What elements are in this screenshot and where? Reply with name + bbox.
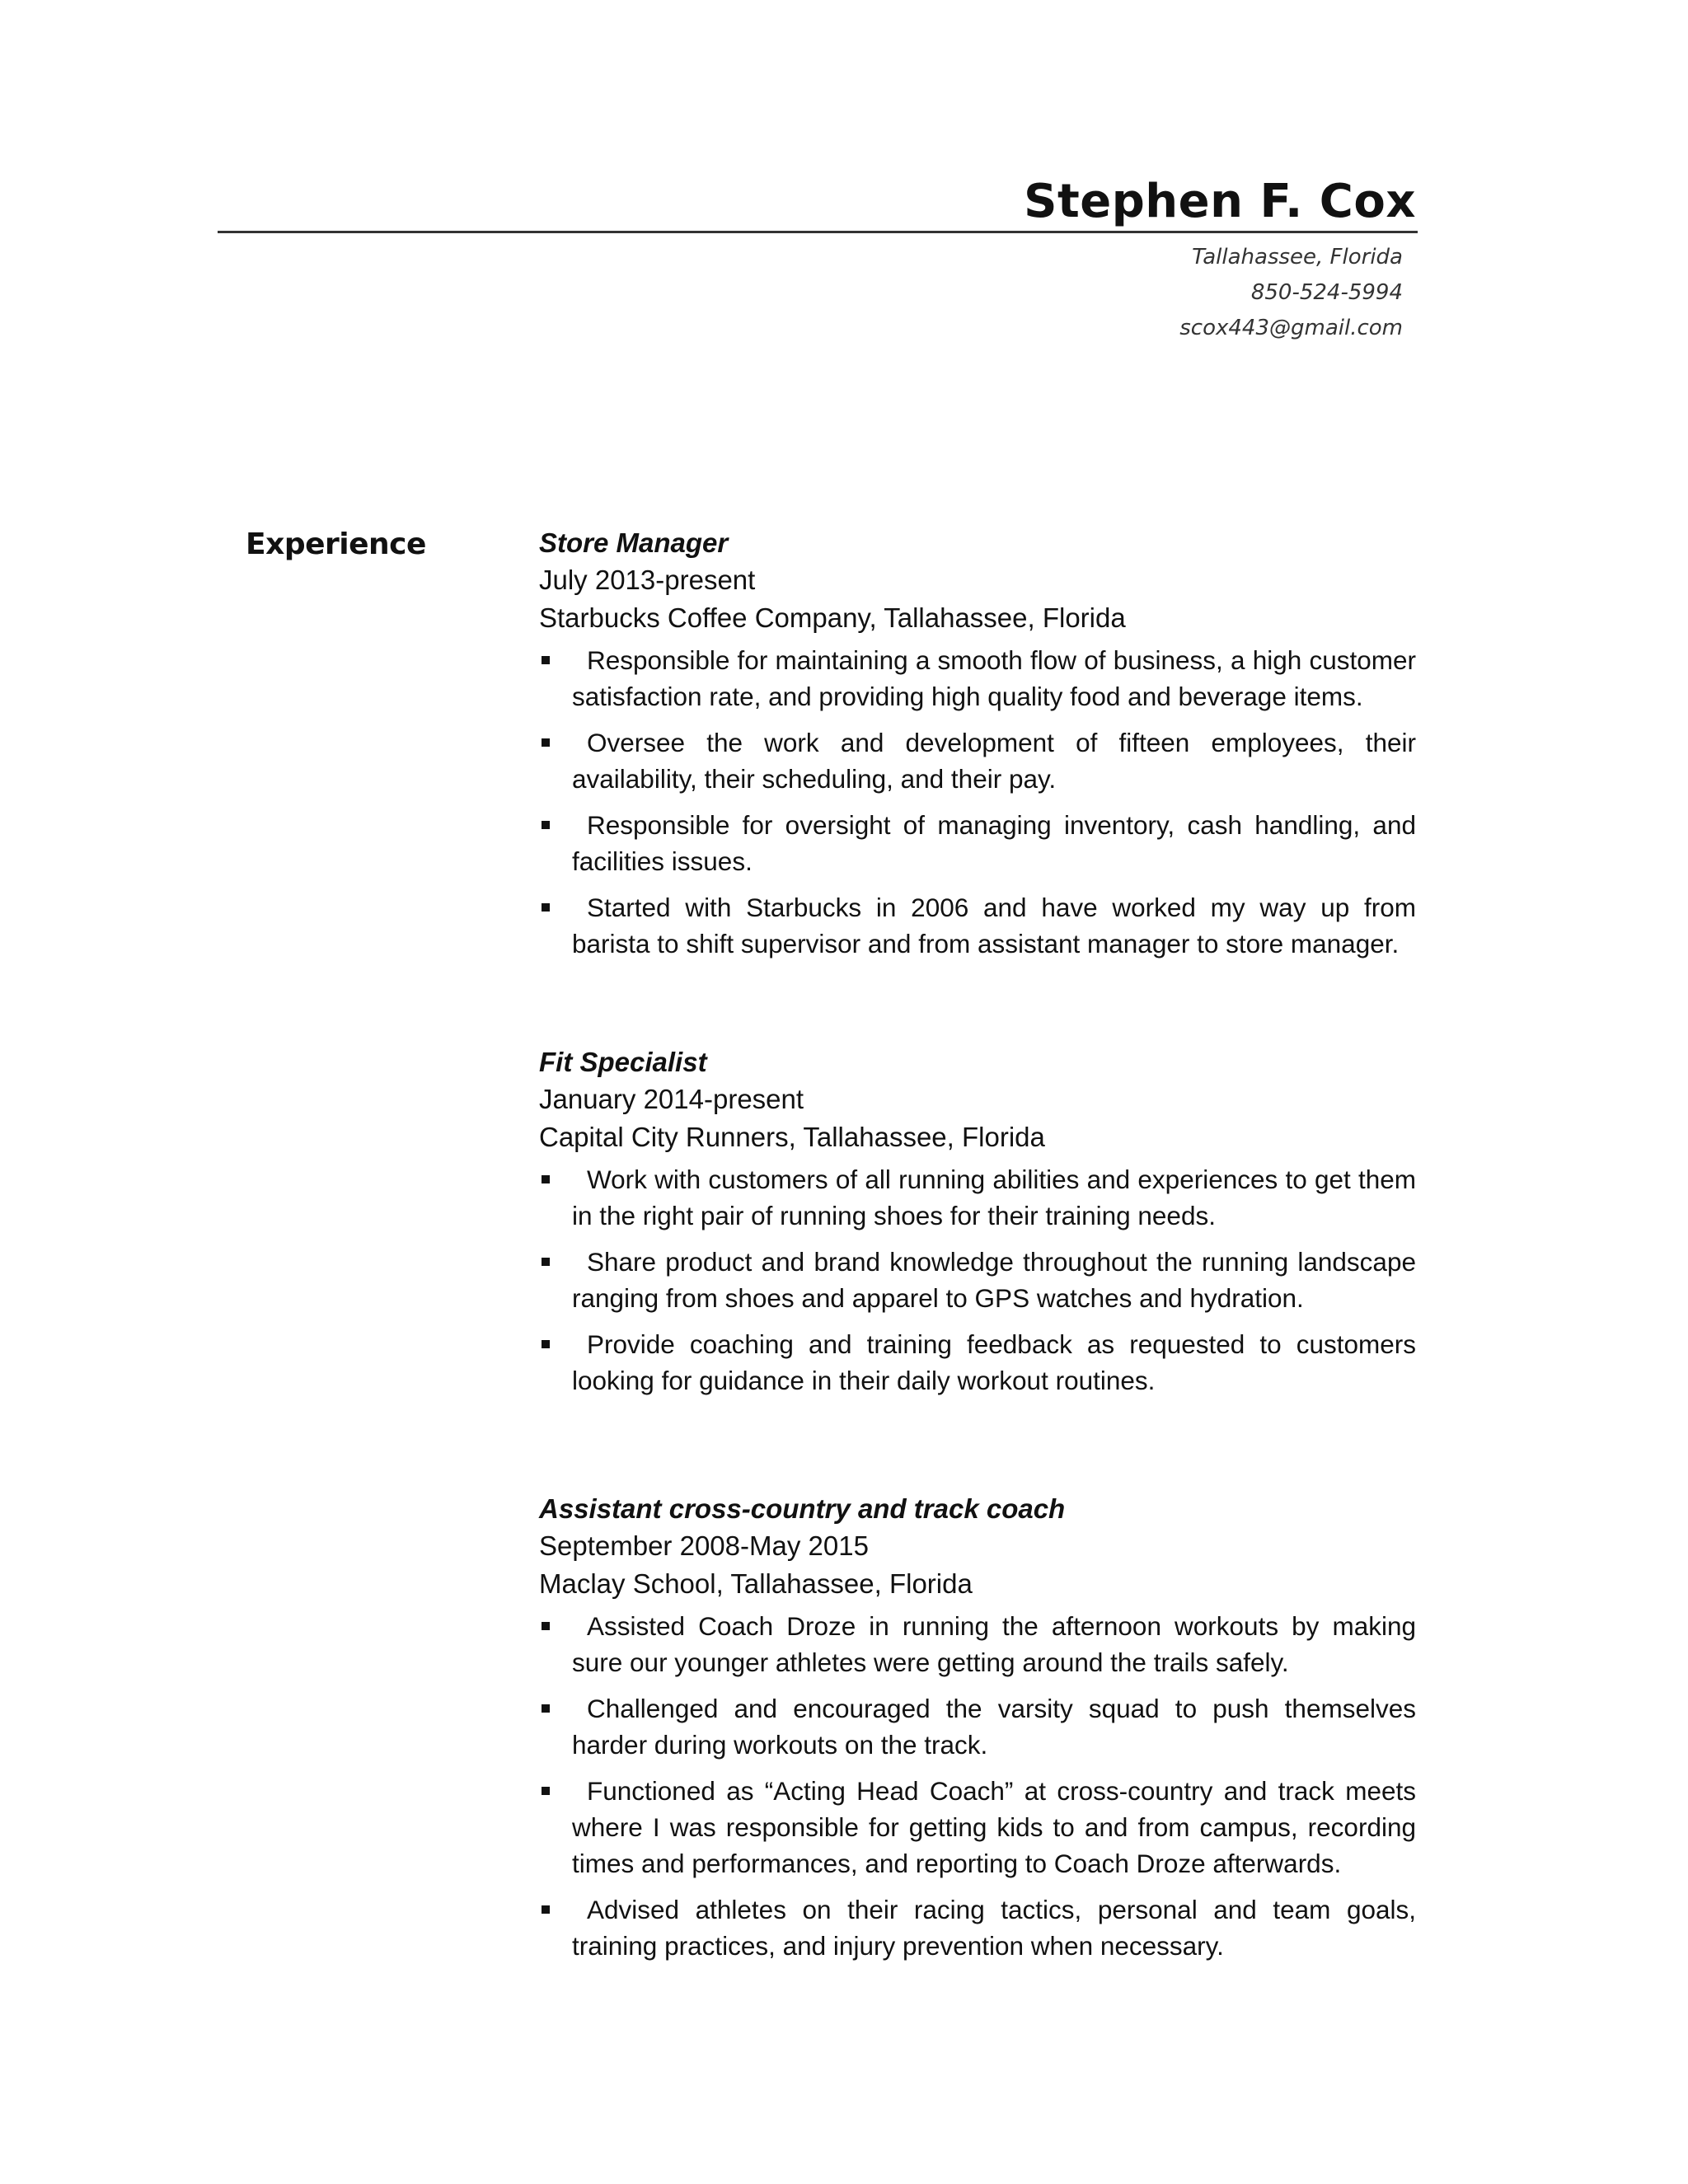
bullet-square-icon [542, 1258, 550, 1266]
job-bullets [539, 1608, 1416, 1964]
job-dates: September 2008-May 2015 [539, 1530, 869, 1561]
bullet-text: Work with customers of all running abilities and experiences to get them in the right pair of running shoes for their training needs. [572, 1165, 1416, 1230]
contact-phone: 850-524-5994 [1250, 280, 1403, 305]
bullet-text: Provide coaching and training feedback as requested to customers looking for guidance in their daily workout routines. [572, 1329, 1416, 1395]
bullet-square-icon [542, 738, 550, 747]
job-entry [539, 1490, 1416, 1974]
job-bullet [539, 1326, 1416, 1399]
bullet-square-icon [542, 1340, 550, 1348]
bullet-square-icon [542, 821, 550, 829]
job-title: Fit Specialist [539, 1047, 707, 1077]
contact-block [1179, 240, 1403, 346]
job-bullets [539, 1161, 1416, 1399]
job-bullet [539, 807, 1416, 879]
bullet-text: Assisted Coach Droze in running the afternoon workouts by making sure our younger athletes were getting around the trails safely. [572, 1611, 1416, 1677]
job-entry [539, 1043, 1416, 1408]
bullet-square-icon [542, 1622, 550, 1630]
bullet-square-icon [542, 1704, 550, 1713]
job-bullet [539, 1244, 1416, 1316]
bullet-text: Share product and brand knowledge throughout the running landscape ranging from shoes and apparel to GPS watches and hydration. [572, 1247, 1416, 1313]
bullet-text: Responsible for oversight of managing inventory, cash handling, and facilities issues. [572, 810, 1416, 876]
job-employer: Capital City Runners, Tallahassee, Florida [539, 1122, 1045, 1152]
header-divider [218, 231, 1418, 233]
job-bullet [539, 1891, 1416, 1964]
section-label-experience: Experience [246, 527, 426, 561]
job-bullet [539, 1161, 1416, 1234]
bullet-square-icon [542, 1905, 550, 1914]
bullet-text: Started with Starbucks in 2006 and have worked my way up from barista to shift supervisor and from assistant manager to store manager. [572, 893, 1416, 958]
job-bullets [539, 642, 1416, 962]
job-dates: July 2013-present [539, 565, 756, 595]
job-bullet [539, 724, 1416, 797]
job-bullet [539, 1773, 1416, 1882]
bullet-text: Advised athletes on their racing tactics, personal and team goals, training practices, and injury prevention when necessary. [572, 1895, 1416, 1961]
bullet-text: Functioned as “Acting Head Coach” at cross-country and track meets where I was responsible for getting kids to and from campus, recording times and performances, and reporting to Coach Droze afterwards. [572, 1776, 1416, 1878]
bullet-text: Responsible for maintaining a smooth flow of business, a high customer satisfaction rate, and providing high quality food and beverage items. [572, 645, 1416, 711]
candidate-name: Stephen F. Cox [1024, 175, 1416, 228]
contact-location: Tallahassee, Florida [1192, 245, 1403, 269]
bullet-text: Challenged and encouraged the varsity squad to push themselves harder during workouts on the track. [572, 1694, 1416, 1760]
job-entry [539, 524, 1416, 972]
job-title: Assistant cross-country and track coach [539, 1493, 1066, 1524]
bullet-square-icon [542, 656, 550, 664]
job-bullet [539, 1608, 1416, 1680]
job-bullet [539, 1690, 1416, 1763]
bullet-text: Oversee the work and development of fifteen employees, their availability, their scheduling, and their pay. [572, 728, 1416, 794]
job-title: Store Manager [539, 527, 729, 558]
contact-email: scox443@gmail.com [1179, 316, 1403, 340]
job-employer: Maclay School, Tallahassee, Florida [539, 1568, 973, 1599]
job-dates: January 2014-present [539, 1084, 804, 1114]
job-bullet [539, 642, 1416, 715]
bullet-square-icon [542, 1787, 550, 1795]
job-bullet [539, 889, 1416, 962]
bullet-square-icon [542, 903, 550, 912]
job-employer: Starbucks Coffee Company, Tallahassee, Florida [539, 602, 1126, 633]
bullet-square-icon [542, 1175, 550, 1183]
